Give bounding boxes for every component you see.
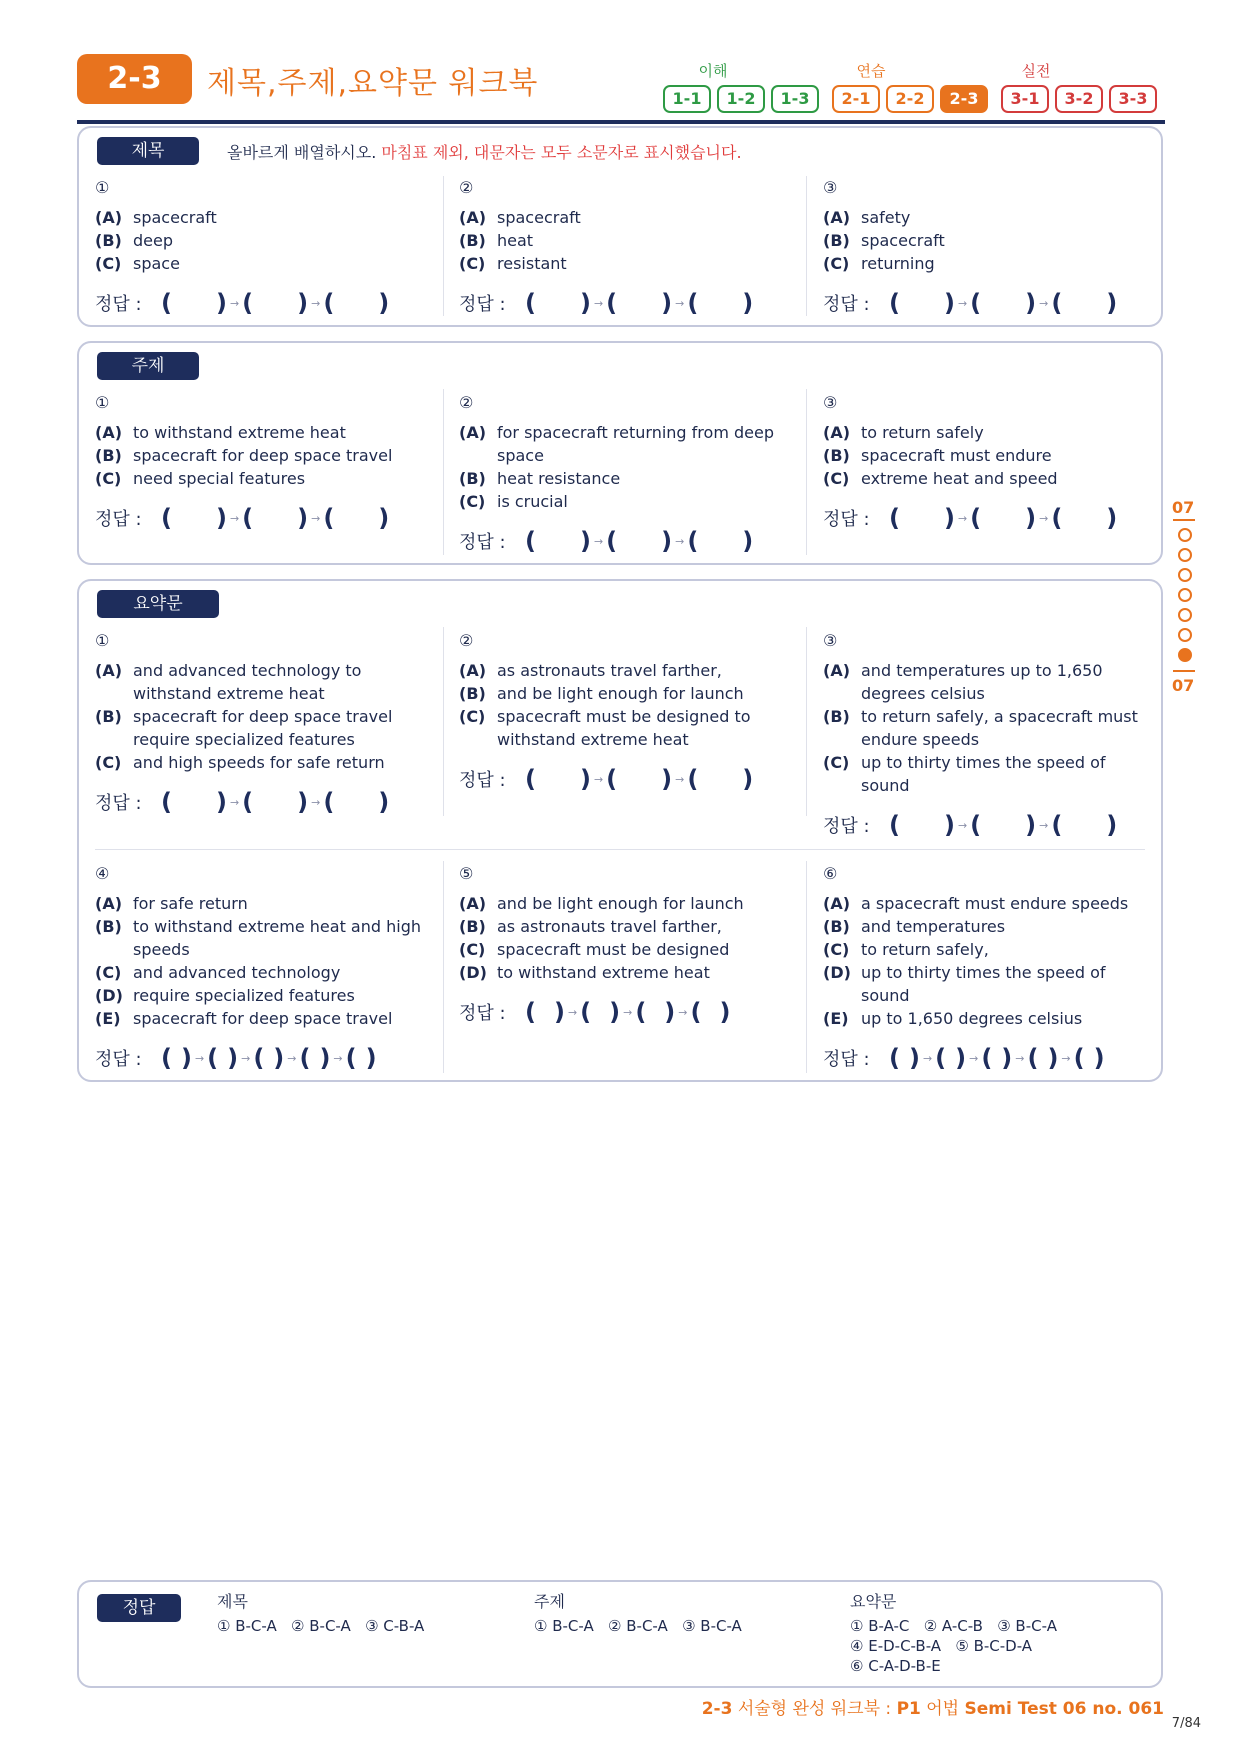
option-letter: (B) (823, 231, 850, 250)
option-text: require specialized features (133, 986, 355, 1005)
option-a (95, 892, 425, 915)
option-text: to return safely, (861, 940, 989, 959)
instruction-main: 올바르게 배열하시오. (227, 143, 377, 162)
chip-2-2[interactable]: 2-2 (886, 85, 934, 113)
option-letter: (A) (459, 423, 487, 442)
progress-rule (1173, 519, 1195, 521)
question-number: ⑤ (459, 864, 474, 883)
option-letter: (B) (823, 707, 850, 726)
answer-key-heading: 제목 (217, 1592, 248, 1611)
option-letter: (C) (823, 753, 850, 772)
option-text: as astronauts travel farther, (497, 917, 722, 936)
column-divider (443, 389, 444, 555)
footer-test: Semi Test 06 no. 061 (964, 1699, 1164, 1719)
option-a (823, 206, 1153, 229)
topic-question-3 (823, 393, 1153, 534)
header-divider (77, 120, 1165, 124)
answer-label: 정답 : (823, 816, 870, 837)
option-a (459, 892, 789, 915)
progress-bottom-number: 07 (1172, 676, 1195, 695)
answer-label: 정답 : (95, 1049, 142, 1070)
answer-blank[interactable]: 정답 : ( ) → ( ) → ( ) (95, 504, 390, 532)
option-letter: (B) (459, 684, 486, 703)
answer-key-heading: 주제 (534, 1592, 565, 1611)
option-e (95, 1007, 425, 1030)
option-text: returning (861, 254, 935, 273)
option-text: and temperatures up to 1,650 degrees celsius (861, 661, 1103, 703)
option-text: to withstand extreme heat (133, 423, 346, 442)
answer-key-line: ① B-C-A ② B-C-A ③ C-B-A (217, 1617, 425, 1635)
option-text: spacecraft for deep space travel (133, 1009, 393, 1028)
topic-section (77, 341, 1163, 565)
option-letter: (A) (95, 208, 123, 227)
option-a (823, 421, 1153, 444)
option-text: as astronauts travel farther, (497, 661, 722, 680)
option-letter: (B) (95, 917, 122, 936)
option-text: and high speeds for safe return (133, 753, 385, 772)
option-c (823, 467, 1153, 490)
option-c (823, 252, 1153, 275)
option-letter: (D) (459, 963, 487, 982)
answer-key-summary (850, 1592, 1150, 1676)
summary-question-4 (95, 864, 425, 1074)
group-label-understand: 이해 (698, 62, 728, 80)
option-text: up to thirty times the speed of sound (861, 963, 1106, 1005)
answer-blank[interactable]: 정답 : ( ) → ( ) → ( ) → ( ) → ( ) (823, 1044, 1105, 1072)
question-number: ① (95, 178, 110, 197)
question-number: ③ (823, 393, 838, 412)
option-letter: (A) (459, 208, 487, 227)
answer-blank[interactable]: 정답 : ( ) → ( ) → ( ) (459, 289, 754, 317)
answer-key-line: ⑥ C-A-D-B-E (850, 1657, 941, 1675)
option-text: spacecraft (861, 231, 945, 250)
option-letter: (B) (95, 446, 122, 465)
topic-question-2 (459, 393, 789, 557)
option-text: spacecraft for deep space travel (133, 446, 393, 465)
progress-dot (1178, 548, 1192, 562)
option-a (95, 421, 425, 444)
option-letter: (B) (95, 231, 122, 250)
group-label-practice: 연습 (856, 62, 886, 80)
option-text: a spacecraft must endure speeds (861, 894, 1129, 913)
question-number: ① (95, 393, 110, 412)
option-c (459, 938, 789, 961)
option-text: space (133, 254, 180, 273)
option-text: extreme heat and speed (861, 469, 1058, 488)
summary-question-5 (459, 864, 789, 1028)
option-letter: (A) (459, 894, 487, 913)
chip-2-1[interactable]: 2-1 (832, 85, 880, 113)
group-label-real: 실전 (1021, 62, 1051, 80)
progress-dot (1178, 588, 1192, 602)
answer-key-tag: 정답 (97, 1594, 181, 1622)
answer-label: 정답 : (95, 793, 142, 814)
answer-key-heading: 요약문 (850, 1592, 897, 1611)
answer-blank[interactable]: 정답 : ( ) → ( ) → ( ) → ( ) → ( ) (95, 1044, 377, 1072)
option-d (459, 961, 789, 984)
progress-rule (1173, 670, 1195, 672)
option-text: to return safely (861, 423, 984, 442)
question-number: ⑥ (823, 864, 838, 883)
option-letter: (A) (823, 661, 851, 680)
option-a (823, 659, 1153, 705)
option-c (95, 751, 425, 774)
column-divider (806, 627, 807, 816)
option-letter: (C) (95, 469, 122, 488)
section-badge: 2-3 (77, 54, 192, 104)
option-letter: (C) (95, 963, 122, 982)
summary-section-tag: 요약문 (97, 590, 219, 618)
option-b (823, 229, 1153, 252)
answer-label: 정답 : (823, 294, 870, 315)
option-text: to return safely, a spacecraft must endure speeds (861, 707, 1138, 749)
option-letter: (E) (823, 1009, 849, 1028)
option-letter: (A) (95, 423, 123, 442)
question-number: ② (459, 393, 474, 412)
chip-1-1[interactable]: 1-1 (663, 85, 711, 113)
question-number: ③ (823, 631, 838, 650)
column-divider (443, 861, 444, 1073)
option-b (95, 444, 425, 467)
progress-dot (1178, 608, 1192, 622)
summary-question-1 (95, 631, 425, 818)
option-b (459, 915, 789, 938)
option-text: deep (133, 231, 173, 250)
option-letter: (A) (95, 894, 123, 913)
option-b (823, 915, 1153, 938)
page-number: 7/84 (1171, 1716, 1201, 1731)
answer-blank[interactable]: 정답 : ( ) → ( ) → ( ) (823, 811, 1118, 839)
option-text: for safe return (133, 894, 248, 913)
option-c (95, 467, 425, 490)
column-divider (806, 176, 807, 316)
option-text: to withstand extreme heat (497, 963, 710, 982)
answer-blank[interactable]: 정답 : ( ) → ( ) → ( ) (823, 289, 1118, 317)
option-letter: (B) (459, 469, 486, 488)
option-text: and temperatures (861, 917, 1006, 936)
question-number: ③ (823, 178, 838, 197)
chip-3-3[interactable]: 3-3 (1109, 85, 1157, 113)
option-text: need special features (133, 469, 306, 488)
option-letter: (A) (823, 208, 851, 227)
option-letter: (D) (823, 963, 851, 982)
answer-label: 정답 : (459, 294, 506, 315)
option-text: to withstand extreme heat and high speeds (133, 917, 421, 959)
option-e (823, 1007, 1153, 1030)
answer-blank[interactable]: 정답 : ( ) → ( ) → ( ) (95, 289, 390, 317)
footer-source (702, 1694, 1164, 1719)
question-number: ② (459, 178, 474, 197)
answer-key-topic (534, 1592, 834, 1636)
option-letter: (C) (823, 940, 850, 959)
title-question-2 (459, 178, 789, 319)
title-section (77, 126, 1163, 327)
option-b (459, 229, 789, 252)
option-letter: (A) (823, 423, 851, 442)
answer-blank[interactable]: 정답 : ( ) → ( ) → ( ) → ( ) (459, 998, 731, 1026)
option-c (459, 705, 789, 751)
answer-blank[interactable]: 정답 : ( ) → ( ) → ( ) (459, 527, 754, 555)
answer-key-line: ① B-A-C ② A-C-B ③ B-C-A (850, 1617, 1057, 1635)
option-letter: (C) (459, 254, 486, 273)
option-b (823, 705, 1153, 751)
column-divider (806, 861, 807, 1073)
option-b (823, 444, 1153, 467)
answer-key-line: ④ E-D-C-B-A ⑤ B-C-D-A (850, 1637, 1033, 1655)
option-text: spacecraft (133, 208, 217, 227)
answer-label: 정답 : (459, 770, 506, 791)
option-text: and advanced technology (133, 963, 341, 982)
option-b (95, 915, 425, 961)
option-text: heat resistance (497, 469, 621, 488)
question-number: ④ (95, 864, 110, 883)
page-title: 제목,주제,요약문 워크북 (207, 66, 539, 101)
option-c (95, 961, 425, 984)
option-d (823, 961, 1153, 1007)
option-a (823, 892, 1153, 915)
answer-key-line: ① B-C-A ② B-C-A ③ B-C-A (534, 1617, 742, 1635)
chip-3-2[interactable]: 3-2 (1055, 85, 1103, 113)
option-c (459, 252, 789, 275)
option-letter: (C) (459, 707, 486, 726)
option-text: spacecraft for deep space travel require specialized features (133, 707, 393, 749)
option-text: spacecraft (497, 208, 581, 227)
answer-blank[interactable]: 정답 : ( ) → ( ) → ( ) (459, 765, 754, 793)
option-text: and advanced technology to withstand extreme heat (133, 661, 362, 703)
summary-question-2 (459, 631, 789, 795)
progress-top-number: 07 (1172, 498, 1195, 517)
option-c (459, 490, 789, 513)
progress-dot (1178, 628, 1192, 642)
title-question-1 (95, 178, 425, 319)
answer-blank[interactable]: 정답 : ( ) → ( ) → ( ) (95, 788, 390, 816)
answer-label: 정답 : (823, 1049, 870, 1070)
column-divider (443, 627, 444, 816)
chip-1-3[interactable]: 1-3 (771, 85, 819, 113)
option-text: is crucial (497, 492, 568, 511)
option-letter: (B) (823, 917, 850, 936)
option-text: spacecraft must be designed to withstand extreme heat (497, 707, 751, 749)
option-letter: (A) (459, 661, 487, 680)
option-a (459, 421, 789, 467)
footer-middle: 서술형 완성 워크북 : (732, 1699, 897, 1719)
option-text: up to thirty times the speed of sound (861, 753, 1106, 795)
option-text: spacecraft must be designed (497, 940, 730, 959)
option-b (459, 682, 789, 705)
answer-label: 정답 : (95, 509, 142, 530)
option-letter: (C) (95, 254, 122, 273)
option-letter: (C) (823, 469, 850, 488)
option-text: safety (861, 208, 911, 227)
option-letter: (A) (95, 661, 123, 680)
option-c (95, 252, 425, 275)
footer-grammar: 어법 (920, 1699, 965, 1719)
answer-blank[interactable]: 정답 : ( ) → ( ) → ( ) (823, 504, 1118, 532)
option-letter: (B) (459, 231, 486, 250)
chip-3-1[interactable]: 3-1 (1001, 85, 1049, 113)
option-b (95, 705, 425, 751)
answer-label: 정답 : (459, 1003, 506, 1024)
summary-question-6 (823, 864, 1153, 1074)
option-text: and be light enough for launch (497, 684, 744, 703)
instruction-note: 마침표 제외, 대문자는 모두 소문자로 표시했습니다. (381, 143, 742, 162)
answer-label: 정답 : (823, 509, 870, 530)
option-a (95, 659, 425, 705)
instruction (227, 140, 742, 163)
footer-p1: P1 (896, 1699, 921, 1719)
progress-dot (1178, 528, 1192, 542)
column-divider (443, 176, 444, 316)
option-c (823, 751, 1153, 797)
question-number: ① (95, 631, 110, 650)
answer-label: 정답 : (95, 294, 142, 315)
option-letter: (C) (823, 254, 850, 273)
option-text: and be light enough for launch (497, 894, 744, 913)
answer-label: 정답 : (459, 532, 506, 553)
topic-question-1 (95, 393, 425, 534)
option-text: heat (497, 231, 534, 250)
option-letter: (B) (823, 446, 850, 465)
option-d (95, 984, 425, 1007)
option-letter: (C) (459, 492, 486, 511)
question-number: ② (459, 631, 474, 650)
option-letter: (E) (95, 1009, 121, 1028)
option-a (459, 206, 789, 229)
title-question-3 (823, 178, 1153, 319)
option-letter: (A) (823, 894, 851, 913)
option-text: up to 1,650 degrees celsius (861, 1009, 1083, 1028)
option-letter: (D) (95, 986, 123, 1005)
option-text: resistant (497, 254, 567, 273)
option-text: for spacecraft returning from deep space (497, 423, 774, 465)
summary-question-3 (823, 631, 1153, 841)
option-letter: (B) (459, 917, 486, 936)
option-letter: (C) (459, 940, 486, 959)
footer-prefix: 2-3 (701, 1699, 733, 1719)
progress-dot-current (1178, 648, 1192, 662)
chip-1-2[interactable]: 1-2 (717, 85, 765, 113)
option-letter: (C) (95, 753, 122, 772)
summary-section (77, 579, 1163, 1082)
row-divider (95, 849, 1145, 850)
option-a (95, 206, 425, 229)
option-a (459, 659, 789, 682)
topic-section-tag: 주제 (97, 352, 199, 380)
progress-dot (1178, 568, 1192, 582)
option-b (459, 467, 789, 490)
option-b (95, 229, 425, 252)
answer-key-box (77, 1580, 1163, 1688)
column-divider (806, 389, 807, 555)
option-letter: (B) (95, 707, 122, 726)
option-text: spacecraft must endure (861, 446, 1052, 465)
option-c (823, 938, 1153, 961)
title-section-tag: 제목 (97, 137, 199, 165)
answer-key-title (217, 1592, 517, 1636)
chip-2-3[interactable]: 2-3 (940, 85, 988, 113)
